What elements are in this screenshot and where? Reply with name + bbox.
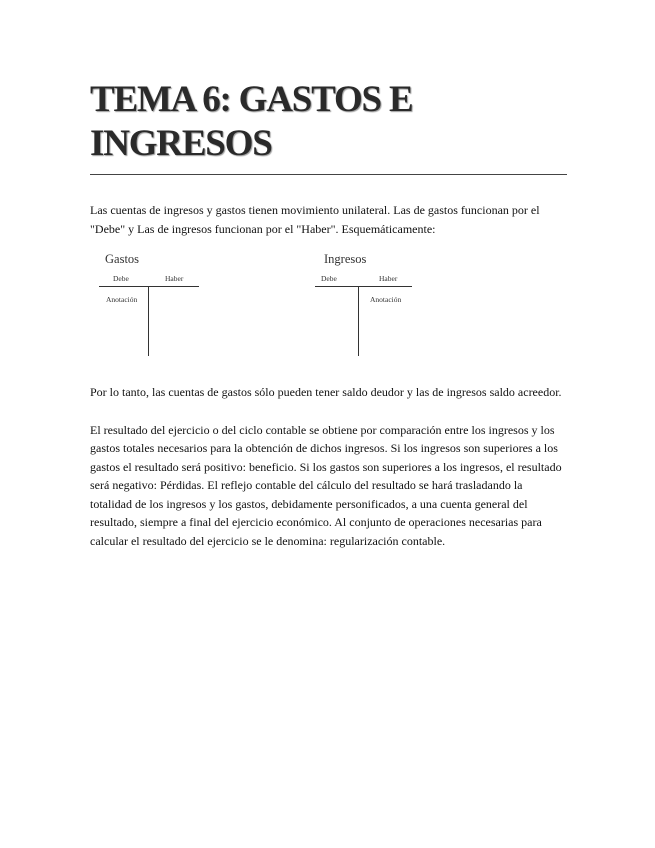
- t-account-gastos-vertical-line: [148, 286, 149, 356]
- t-account-ingresos-annotation: Anotación: [370, 295, 402, 304]
- resultado-paragraph: El resultado del ejercicio o del ciclo contable se obtiene por comparación entre los ingresos y los gastos totales necesarios para la obtención de dichos ingresos. Si los ingresos son superiores a los gastos el resultado será positivo: beneficio. Si los gastos son superiores a los ingresos, el resultado será negativo: Pérdidas. El reflejo contable del cálculo del resultado se hará trasladando la totalidad de los ingresos y los gastos, debidamente personificados, a una cuenta general del resultado, siempre a final del ejercicio económico. Al conjunto de operaciones necesarias para calcular el resultado del ejercicio se le denomina: regularización contable.: [90, 422, 562, 548]
- intro-paragraph: Las cuentas de ingresos y gastos tienen movimiento unilateral. Las de gastos funcionan por el "Debe" y Las de ingresos funcionan por el "Haber". Esquemáticamente:: [90, 203, 540, 236]
- t-account-gastos-horizontal-line: [99, 286, 199, 287]
- t-account-gastos-haber-label: Haber: [165, 274, 184, 283]
- title-divider: [90, 174, 567, 175]
- t-account-gastos-annotation: Anotación: [106, 295, 138, 304]
- t-account-ingresos-horizontal-line: [315, 286, 412, 287]
- page-title: TEMA 6: GASTOS E INGRESOS: [90, 79, 413, 164]
- t-account-ingresos-title: Ingresos: [324, 252, 367, 266]
- t-account-ingresos-vertical-line: [358, 286, 359, 356]
- t-account-ingresos: [315, 252, 435, 362]
- t-account-gastos-title: Gastos: [105, 252, 140, 266]
- t-account-gastos-debe-label: Debe: [113, 274, 129, 283]
- t-account-ingresos-debe-label: Debe: [321, 274, 337, 283]
- t-account-ingresos-haber-label: Haber: [379, 274, 398, 283]
- saldo-paragraph: Por lo tanto, las cuentas de gastos sólo pueden tener saldo deudor y las de ingresos saldo acreedor.: [90, 385, 562, 399]
- t-account-gastos: [99, 252, 219, 362]
